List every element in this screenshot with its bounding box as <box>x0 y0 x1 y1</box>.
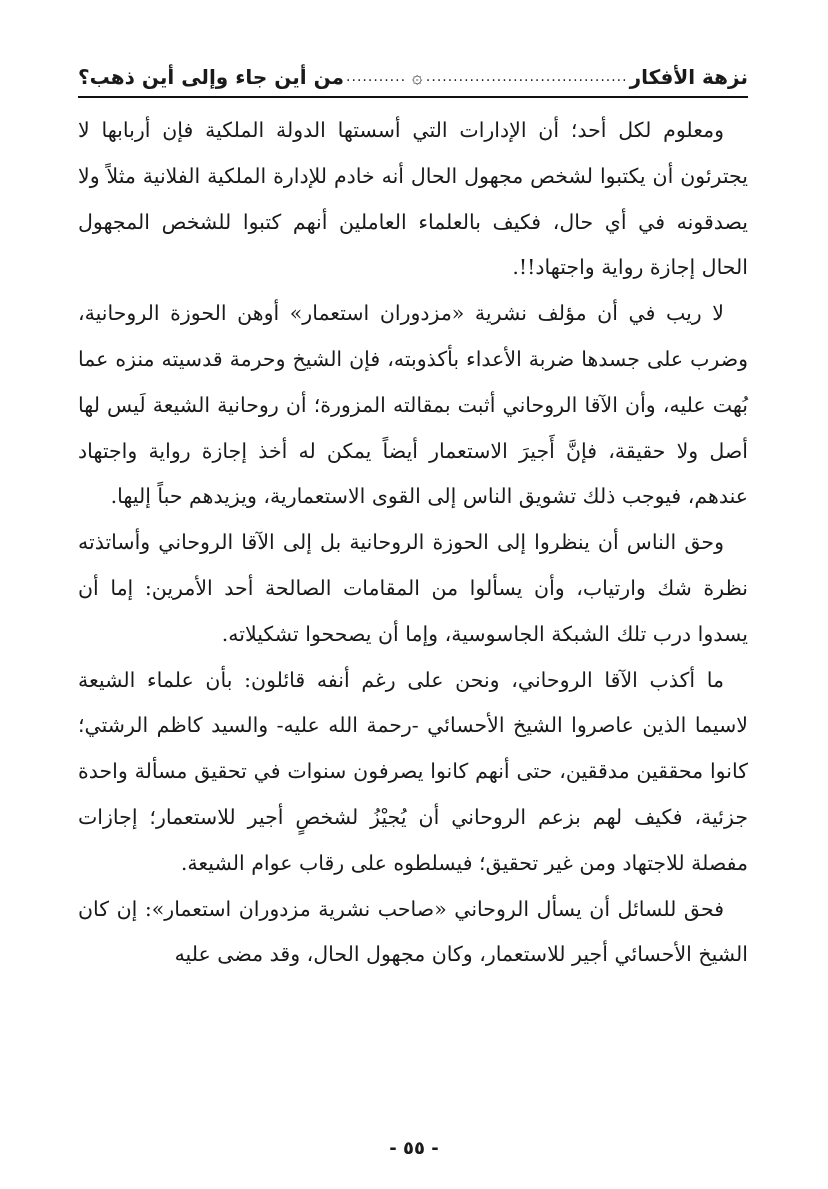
header-divider <box>78 96 748 98</box>
body-text <box>78 108 748 978</box>
book-title: نزهة الأفكار <box>629 65 748 89</box>
paragraph: فحق للسائل أن يسأل الروحاني «صاحب نشرية مزدوران استعمار»: إن كان الشيخ الأحسائي أجير للاستعمار، وكان مجهول الحال، وقد مضى عليه <box>78 896 748 967</box>
header-leader-dots <box>427 69 630 85</box>
paragraph: وحق الناس أن ينظروا إلى الحوزة الروحانية بل إلى الآقا الروحاني وأساتذته نظرة شك وارتياب، وأن يسألوا من المقامات الصالحة أحد الأمرين: إما أن يسدوا درب تلك الشبكة الجاسوسية، وإما أن يصححوا تشكيلاته. <box>78 530 748 646</box>
chapter-title: من أين جاء وإلى أين ذهب؟ <box>78 65 345 89</box>
running-header <box>78 60 748 94</box>
paragraph: لا ريب في أن مؤلف نشرية «مزدوران استعمار» أوهن الحوزة الروحانية، وضرب على جسدها ضربة الأعداء بأكذوبته، فإن الشيخ وحرمة قدسيته منزه عما بُهت عليه، وأن الآقا الروحاني أثبت بمقالته المزورة؛ أن روحانية الشيعة لَيس لها أصل ولا حقيقة، فإنَّ أَجيرَ الاستعمار أيضاً يمكن له أخذ إجازة رواية واجتهاد عندهم، فيوجب ذلك تشويق الناس إلى القوى الاستعمارية، ويزيدهم حباً إليها. <box>78 301 748 509</box>
paragraph: ما أكذب الآقا الروحاني، ونحن على رغم أنفه قائلون: بأن علماء الشيعة لاسيما الذين عاصروا الشيخ الأحسائي -رحمة الله عليه- والسيد كاظم الرشتي؛ كانوا محققين مدققين، حتى أنهم كانوا يصرفون سنوات في تحقيق مسألة واحدة جزئية، فكيف لهم بزعم الروحاني أن يُجيْزُ لشخصٍ أجير للاستعمار؛ إجازات مفصلة للاجتهاد ومن غير تحقيق؛ فيسلطوه على رقاب عوام الشيعة. <box>78 667 748 875</box>
page-number: - ٥٥ - <box>389 1138 439 1159</box>
paragraph: ومعلوم لكل أحد؛ أن الإدارات التي أسستها الدولة الملكية فإن أربابها لا يجترئون أن يكتبوا لشخص مجهول الحال أنه خادم للإدارة الملكية الفلانية مثلاً ولا يصدقونه في أي حال، فكيف بالعلماء العاملين أنهم كتبوا للشخص المجهول الحال إجازة رواية واجتهاد!!. <box>78 118 748 280</box>
ornament-icon: ۞ <box>412 66 423 88</box>
header-leader-dots-short <box>344 69 408 85</box>
